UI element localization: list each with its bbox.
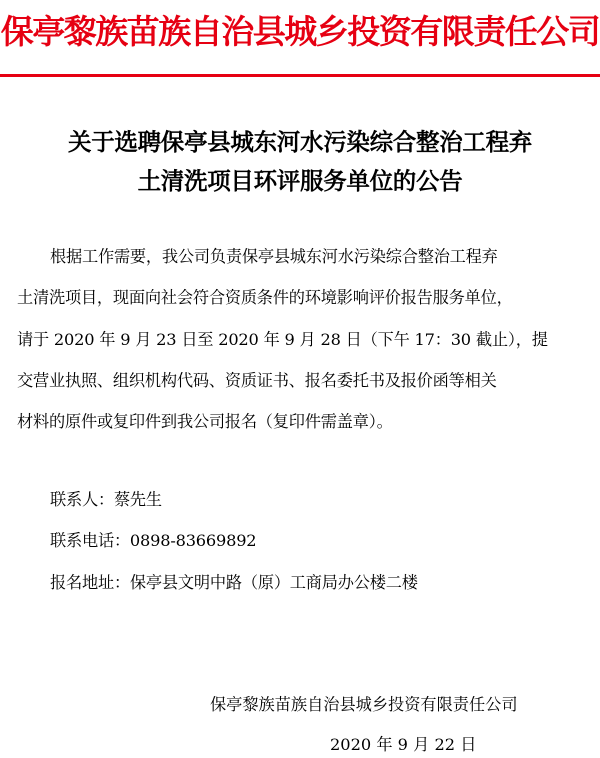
signature-date: 2020 年 9 月 22 日	[330, 735, 477, 754]
signature-company: 保亭黎族苗族自治县城乡投资有限责任公司	[210, 695, 518, 714]
letterhead-red-rule	[0, 74, 600, 77]
contact-person: 联系人：蔡先生	[50, 490, 162, 509]
notice-title-line-1: 关于选聘保亭县城东河水污染综合整治工程弃	[68, 128, 532, 156]
body-paragraph-line-1: 根据工作需要，我公司负责保亭县城东河水污染综合整治工程弃	[50, 247, 498, 266]
body-paragraph-line-3: 请于 2020 年 9 月 23 日至 2020 年 9 月 28 日（下午 17：30 截止），提	[17, 330, 548, 349]
body-paragraph-line-4: 交营业执照、组织机构代码、资质证书、报名委托书及报价函等相关	[17, 371, 497, 390]
notice-title-line-2: 土清洗项目环评服务单位的公告	[137, 167, 463, 195]
registration-address: 报名地址：保亭县文明中路（原）工商局办公楼二楼	[50, 573, 418, 592]
body-paragraph-line-5: 材料的原件或复印件到我公司报名（复印件需盖章）。	[17, 412, 393, 431]
contact-phone: 联系电话：0898-83669892	[50, 531, 257, 550]
body-paragraph-line-2: 土清洗项目，现面向社会符合资质条件的环境影响评价报告服务单位，	[17, 288, 513, 307]
letterhead-company-name: 保亭黎族苗族自治县城乡投资有限责任公司	[0, 12, 600, 51]
